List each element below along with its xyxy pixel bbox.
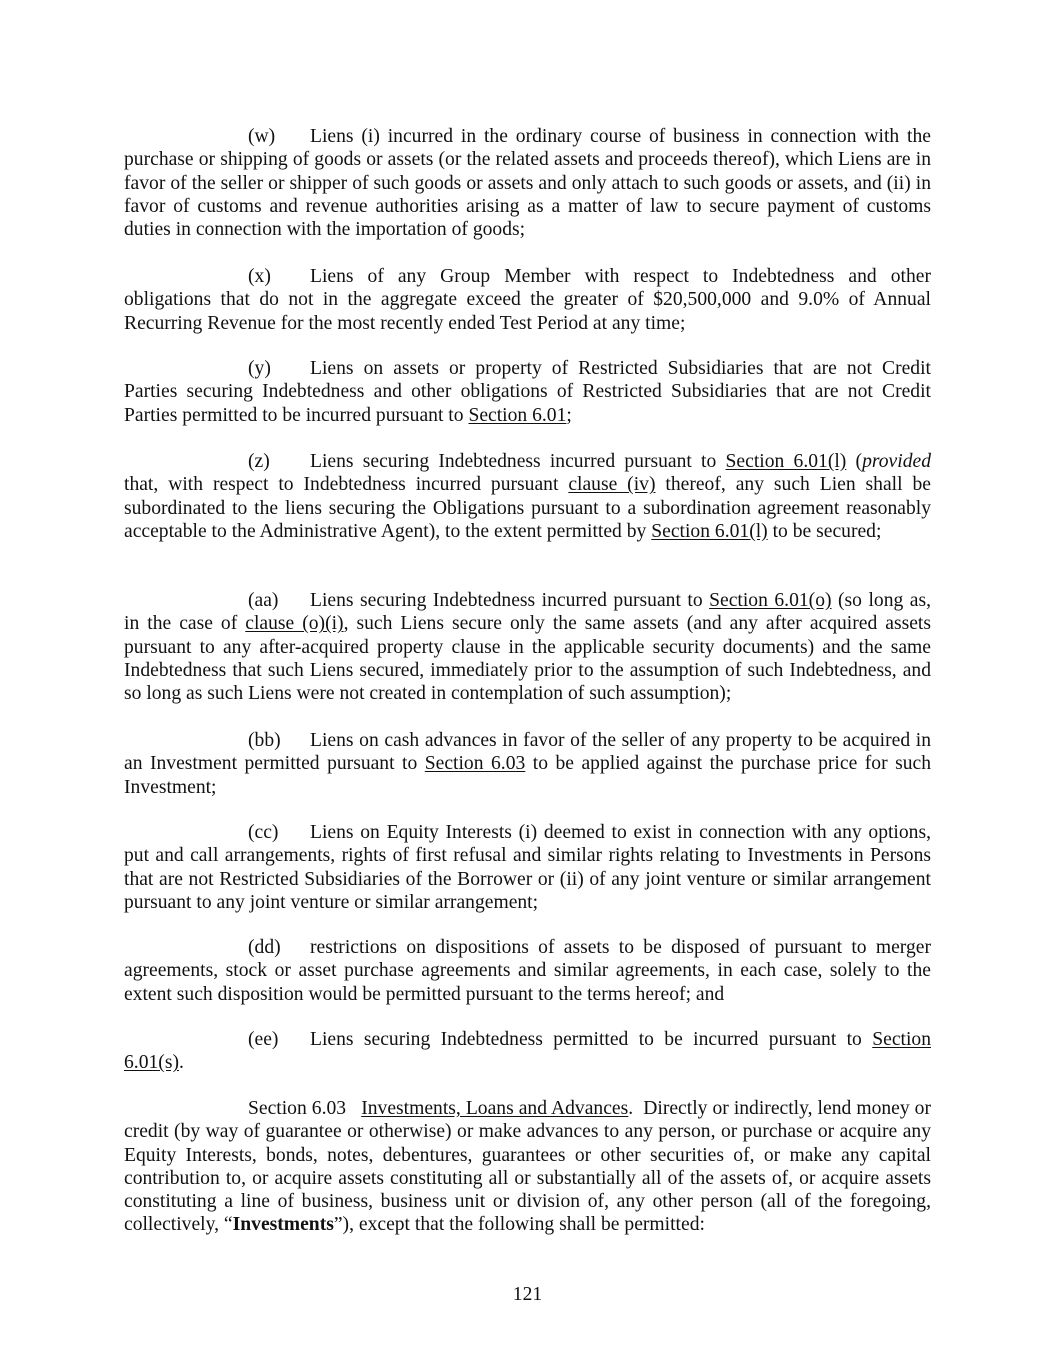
section-6-03-paragraph [124,1097,931,1237]
paragraph-text: Directly or indirectly, lend money or credit (by way of guarantee or otherwise) or make advances to any person, or purchase or acquire any Equity Interests, bonds, notes, debentures, guarantees or other securities of, or make any capital contribution to, or acquire assets constituting all or substantially all of the assets of, or acquire assets constituting a line of business, business unit or division of, any other person (all of the foregoing, collectively, “ [124,1098,932,1236]
paragraph-bb [124,729,931,799]
paragraph-text: Liens on assets or property of Restricted Subsidiaries that are not Credit Parties securing Indebtedness and other obligations of Restricted Subsidiaries that are not Credit Parties permitted to be incurred pursuant to [124,358,931,426]
paragraph-label: (y) [248,358,271,379]
paragraph-label: (ee) [248,1029,279,1050]
paragraph-text: that, with respect to Indebtedness incurred pursuant [124,474,569,496]
cross-reference-link: Section 6.01(l) [651,520,768,542]
paragraph-text: to be secured; [767,520,882,542]
paragraph-ee [124,1028,931,1075]
paragraph-label: (bb) [248,730,281,751]
paragraph-label: (dd) [248,937,281,958]
paragraph-x [124,265,931,335]
paragraph-label: (cc) [248,822,279,843]
paragraph-text: Liens of any Group Member with respect to Indebtedness and other obligations that do not in the aggregate exceed the greater of $20,500,000 and 9.0% of Annual Recurring Revenue for the most recently ended Test Period at any time; [124,266,931,334]
paragraph-text: Liens securing Indebtedness incurred pursuant to [310,451,726,472]
paragraph-text: ”), except that the following shall be permitted: [333,1214,705,1236]
cross-reference-link: clause (iv) [568,474,656,496]
cross-reference-link: clause (o)(i) [245,613,344,635]
paragraph-y [124,357,931,427]
paragraph-label: (z) [248,451,270,472]
section-heading-suffix: . [628,1098,634,1119]
paragraph-dd [124,936,931,1006]
paragraph-label: (aa) [248,590,279,611]
paragraph-w [124,125,931,241]
paragraph-text: Liens securing Indebtedness permitted to be incurred pursuant to [310,1029,873,1050]
paragraph-text: thereof, any such Lien shall be subordinated to the liens securing the Obligations pursuant to a subordination agreement reasonably acceptable to the Administrative Agent), to the extent permitted by [124,474,931,542]
paragraph-label: (x) [248,266,271,287]
defined-term: Investments [232,1214,334,1236]
paragraph-cc [124,821,931,914]
paragraph-z [124,450,931,543]
page-number: 121 [512,1284,543,1305]
paragraph-text: Liens (i) incurred in the ordinary course of business in connection with the purchase or shipping of goods or assets (or the related assets and proceeds thereof), which Liens are in favor of the seller or shipper of such goods or assets and only attach to such goods or assets, and (ii) in favor of customs and revenue authorities arising as a matter of law to secure payment of customs duties in connection with the importation of goods; [124,126,931,241]
paragraph-text: Liens on Equity Interests (i) deemed to exist in connection with any options, put and call arrangements, rights of first refusal and similar rights relating to Investments in Persons that are not Restricted Subsidiaries of the Borrower or (ii) of any joint venture or similar arrangement pursuant to any joint venture or similar arrangement; [124,822,931,913]
cross-reference-link: Section 6.01 [468,404,567,426]
paragraph-text: Liens on cash advances in favor of the seller of any property to be acquired in an Investment permitted pursuant to [124,730,931,775]
paragraph-text: , such Liens secure only the same assets (and any after acquired assets pursuant to any after-acquired property clause in the applicable security documents) and the same Indebtedness that such Liens secured, immediately prior to the assumption of such Indebtedness, and so long as such Liens were not created in contemplation of such assumption); [124,613,931,705]
cross-reference-link: Section 6.01(s) [124,1029,931,1074]
paragraph-text: . [178,1052,184,1074]
section-number: Section 6.03 [248,1098,347,1119]
paragraph-text: to be applied against the purchase price for such Investment; [124,753,931,798]
cross-reference-link: Section 6.03 [424,753,526,775]
paragraph-text: restrictions on dispositions of assets to be disposed of pursuant to merger agreements, stock or asset purchase agreements and similar agreements, in each case, solely to the extent such disposition would be permitted pursuant to the terms hereof; and [124,937,931,1005]
paragraph-label: (w) [248,126,276,147]
paragraph-text: ( [846,451,863,472]
section-heading: Investments, Loans and Advances [361,1098,629,1119]
paragraph-text: ; [566,404,572,426]
paragraph-aa [124,589,931,705]
cross-reference-link: Section 6.01(l) [725,451,847,472]
paragraph-text: Liens securing Indebtedness incurred pursuant to [310,590,710,611]
cross-reference-link: Section 6.01(o) [709,590,832,611]
italic-term: provided [862,451,931,472]
paragraph-text: (so long as, in the case of [124,590,931,635]
